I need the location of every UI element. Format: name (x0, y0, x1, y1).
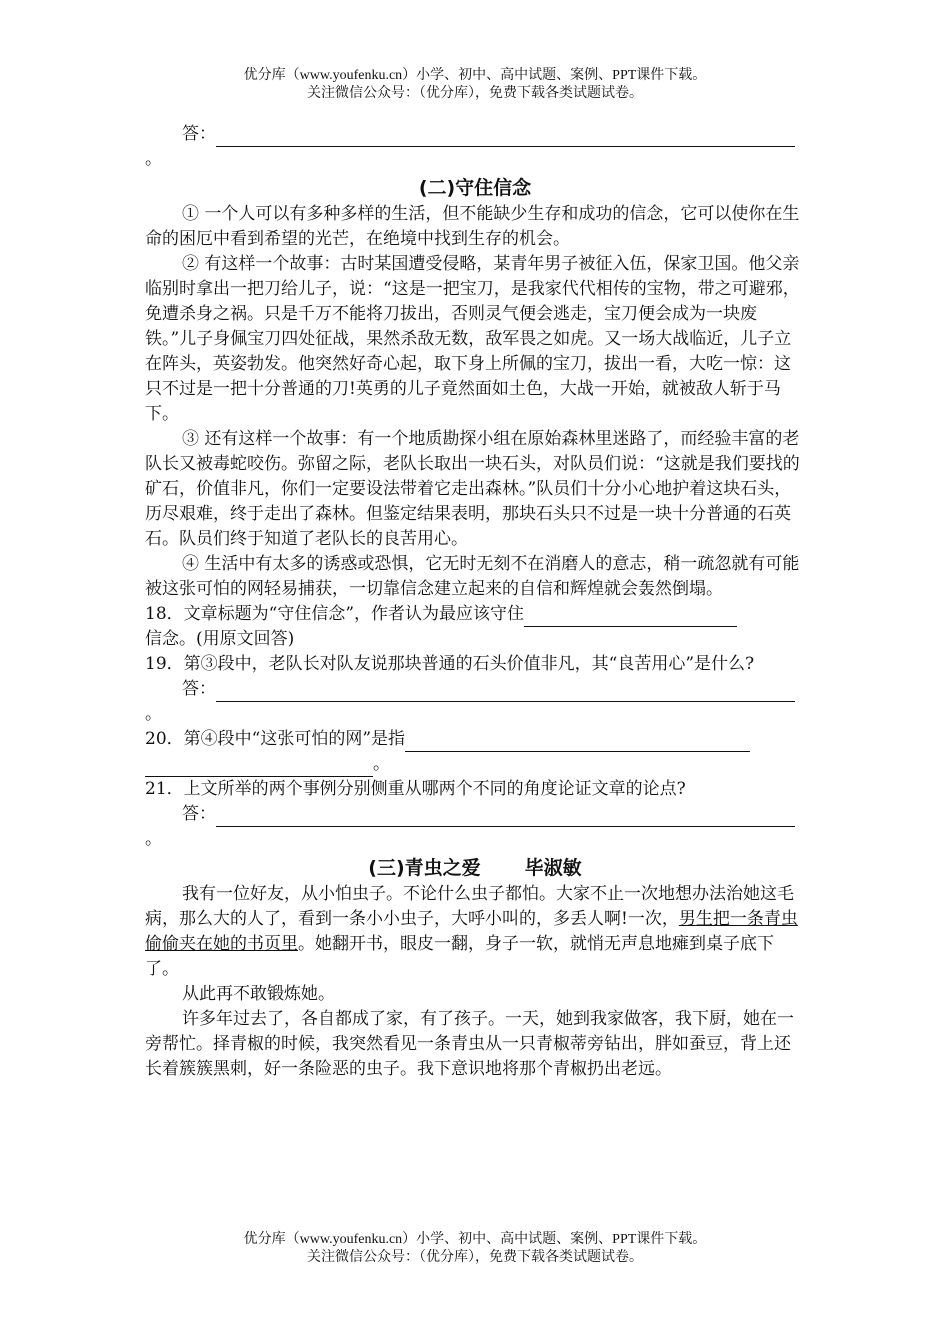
page-footer (0, 1231, 950, 1267)
footer-line-1: 优分库（www.youfenku.cn）小学、初中、高中试题、案例、PPT课件下载。 (243, 1232, 707, 1247)
story-paragraph-1 (145, 882, 805, 982)
footer-line-2: 关注微信公众号：（优分库），免费下载各类试题试卷。 (307, 1250, 643, 1265)
question-18 (145, 602, 805, 627)
paragraph-4: ④ 生活中有太多的诱惑或恐惧，它无时无刻不在消磨人的意志，稍一疏忽就有可能被这张可怕的网轻易捕获，一切靠信念建立起来的自信和辉煌就会轰然倒塌。 (145, 554, 800, 599)
question-20 (145, 727, 805, 752)
answer-blank (216, 682, 795, 702)
answer-blank (216, 127, 795, 147)
paragraph-2: ② 有这样一个故事：古时某国遭受侵略，某青年男子被征入伍，保家卫国。他父亲临别时拿出一把刀给儿子，说：“这是一把宝刀，是我家代代相传的宝物，带之可避邪，免遭杀身之祸。只是千万不能将刀拔出，否则灵气便会逃走，宝刀便会成为一块废铁。”儿子身佩宝刀四处征战，果然杀敌无数，敌军畏之如虎。又一场大战临近，儿子立在阵头，英姿勃发。他突然好奇心起，取下身上所佩的宝刀，拔出一看，大吃一惊：这只不过是一把十分普通的刀!英勇的儿子竟然面如土色，大战一开始，就被敌人斩于马下。 (145, 254, 800, 424)
paragraph-3: ③ 还有这样一个故事：有一个地质勘探小组在原始森林里迷路了，而经验丰富的老队长又被毒蛇咬伤。弥留之际，老队长取出一块石头，对队员们说：“这就是我们要找的矿石，价值非凡，你们一定要设法带着它走出森林。”队员们十分小心地护着这块石头，历尽艰难，终于走出了森林。但鉴定结果表明，那块石头只不过是一块十分普通的石英石。队员们终于知道了老队长的良苦用心。 (145, 429, 800, 549)
question-19: 19．第③段中，老队长对队友说那块普通的石头价值非凡，其“良苦用心”是什么? (145, 654, 755, 674)
story-paragraph-3: 许多年过去了，各自都成了家，有了孩子。一天，她到我家做客，我下厨，她在一旁帮忙。择青椒的时候，我突然看见一条青虫从一只青椒蒂旁钻出，胖如蚕豆，背上还长着簇簇黑刺，好一条险恶的虫子。我下意识地将那个青椒扔出老远。 (145, 1009, 794, 1079)
underlined-sentence: 男生把一条青虫偷偷夹在她的书页里 (145, 909, 798, 954)
question-18-blank (524, 607, 737, 627)
question-20-blank (405, 732, 750, 752)
story-paragraph-2: 从此再不敢锻炼她。 (182, 984, 335, 1004)
story-text: 。她翻开书，眼皮一翻，身子一软，就悄无声息地瘫到桌子底下了。 (145, 934, 774, 979)
question-18-tail: 信念。(用原文回答) (145, 629, 295, 649)
question-20-line2 (145, 752, 805, 777)
paragraph-1: ① 一个人可以有多种多样的生活，但不能缺少生存和成功的信念，它可以使你在生命的困厄中看到希望的光芒，在绝境中找到生存的机会。 (145, 204, 800, 249)
header-line-2: 关注微信公众号：（优分库），免费下载各类试题试卷。 (307, 86, 643, 101)
question-18-text: 18．文章标题为“守住信念”，作者认为最应该守住 (145, 604, 525, 624)
answer-label: 答： (182, 124, 216, 144)
question-20-blank-2 (145, 757, 373, 777)
question-21: 21．上文所举的两个事例分别侧重从哪两个不同的角度论证文章的论点? (145, 779, 686, 799)
section-3-title: (三)青虫之爱 (368, 857, 481, 879)
answer-end: 。 (145, 829, 162, 849)
answer-row-21 (145, 802, 805, 827)
page-header (0, 67, 950, 103)
section-3-author: 毕淑敏 (524, 857, 582, 879)
answer-label: 答： (182, 804, 216, 824)
answer-row-top (145, 122, 805, 147)
section-title-2: (二)守住信念 (418, 177, 532, 199)
question-20-text: 20．第④段中“这张可怕的网”是指 (145, 729, 406, 749)
answer-label: 答： (182, 679, 216, 699)
answer-end: 。 (145, 149, 162, 169)
header-line-1: 优分库（www.youfenku.cn）小学、初中、高中试题、案例、PPT课件下载。 (243, 68, 707, 83)
answer-end: 。 (145, 704, 162, 724)
answer-row-19 (145, 677, 805, 702)
document-body (145, 122, 805, 1082)
question-20-end: 。 (373, 754, 390, 774)
section-title-3 (145, 854, 805, 882)
answer-blank (216, 807, 795, 827)
story-text: 我有一位好友，从小怕虫子。不论什么虫子都怕。大家不止一次地想办法治她这毛病，那么大的人了，看到一条小小虫子，大呼小叫的，多丢人啊!一次， (145, 884, 794, 929)
